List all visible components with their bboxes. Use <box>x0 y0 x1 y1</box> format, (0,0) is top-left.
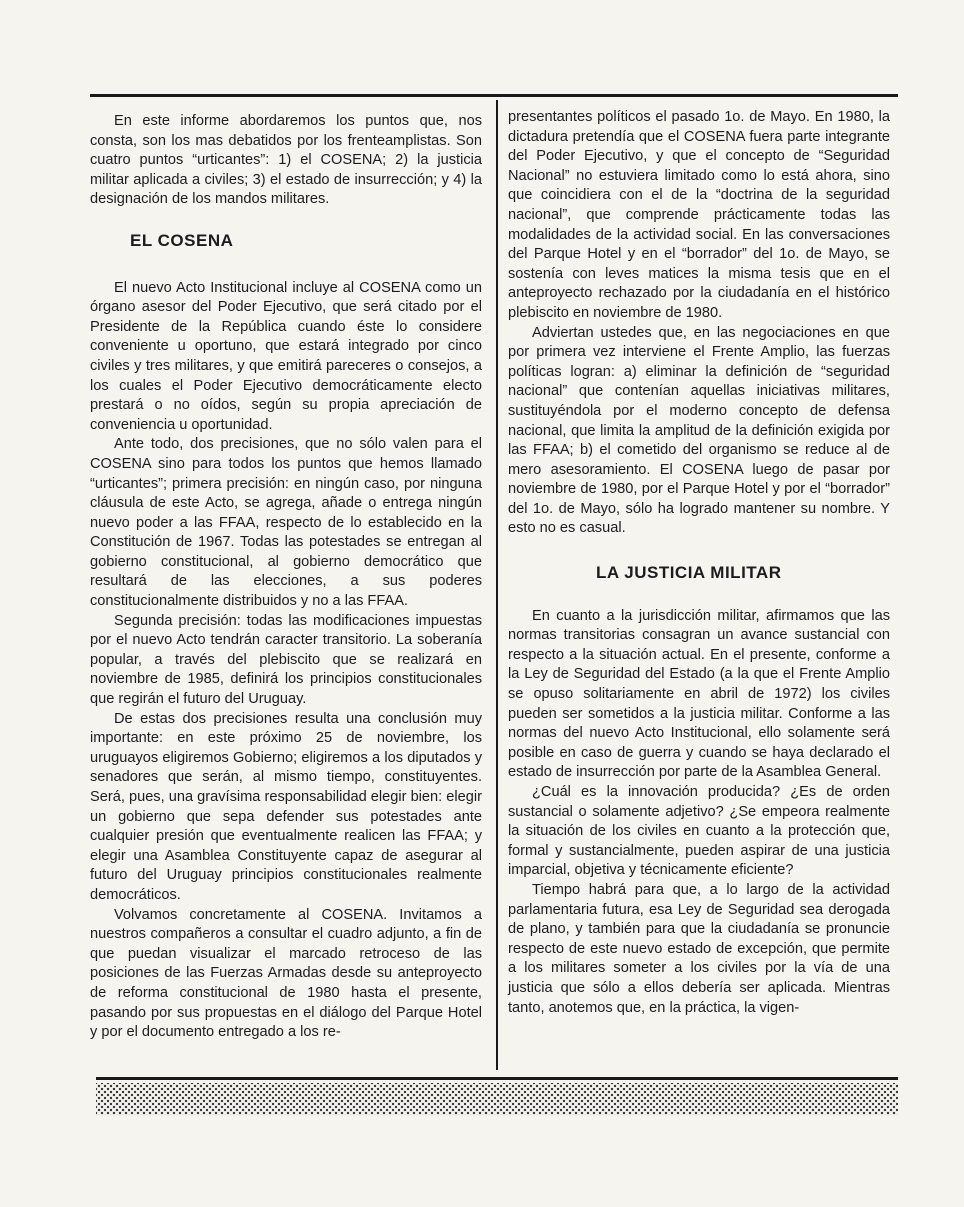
top-rule <box>90 94 898 97</box>
continuation-paragraph: presentantes políticos el pasado 1o. de Mayo. En 1980, la dictadura pretendía que el COSENA fuera parte integrante del Poder Ejecutivo, y que el concepto de “Seguridad Nacional” no estuviera limitado como lo está ahora, sino que coincidiera con el de la “doctrina de la seguridad nacional”, que comprende prácticamente todas las modalidades de la actividad social. En las conversaciones del Parque Hotel y en el “borrador” del 1o. de Mayo, se sostenía con leves matices la misma tesis que en el anteproyecto rechazado por la ciudadanía en el histórico plebiscito en noviembre de 1980. <box>508 109 890 321</box>
paragraph: Adviertan ustedes que, en las negociaciones en que por primera vez interviene el Frente Amplio, las fuerzas políticas logran: a) eliminar la definición de “seguridad nacional” que contenían aquellas iniciativas militares, sustituyéndola por el moderno concepto de defensa nacional, que limita la amplitud de la definición exigida por las FFAA; b) el cometido del organismo se reduce al de mero asesoramiento. El COSENA luego de pasar por noviembre de 1980, por el Parque Hotel y por el “borrador” del 1o. de Mayo, sólo ha logrado mantener su nombre. Y esto no es casual. <box>508 324 890 537</box>
right-column <box>508 108 890 1018</box>
column-divider <box>496 100 498 1070</box>
paragraph: El nuevo Acto Institucional incluye al COSENA como un órgano asesor del Poder Ejecutivo, que será citado por el Presidente de la República cuando éste lo considere conveniente u oportuno, que estará integrado por cinco civiles y tres militares, y que emitirá pareceres o consejos, a los cuales el Poder Ejecutivo democráticamente electo prestará o no oídos, según su propia apreciación de conveniencia u oportunidad. <box>90 279 482 433</box>
bottom-rule <box>96 1077 898 1080</box>
paragraph: ¿Cuál es la innovación producida? ¿Es de orden sustancial o solamente adjetivo? ¿Se empeora realmente la situación de los civiles en cuanto a la protección que, formal y sustancialmente, pueden aspirar de una justicia imparcial, objetiva y técnicamente eficiente? <box>508 784 890 879</box>
heading-el-cosena: EL COSENA <box>130 230 234 250</box>
paragraph: Segunda precisión: todas las modificaciones impuestas por el nuevo Acto tendrán caracter transitorio. La soberanía popular, a través del plebiscito que se realizará en noviembre de 1985, definirá los principios constitucionales que regirán el futuro del Uruguay. <box>90 612 482 708</box>
paragraph: Volvamos concretamente al COSENA. Invitamos a nuestros compañeros a consultar el cuadro adjunto, a fin de que puedan visualizar el marcado retroceso de las posiciones de las Fuerzas Armadas desde su anteproyecto de reforma constitucional de 1980 hasta el presente, pasando por sus propuestas en el diálogo del Parque Hotel y por el documento entregado a los re- <box>90 906 482 1041</box>
left-column <box>90 112 482 1043</box>
paragraph: De estas dos precisiones resulta una conclusión muy importante: en este próximo 25 de noviembre, los uruguayos eligiremos Gobierno; eligiremos a los diputados y senadores que serán, al mismo tiempo, constituyentes. Será, pues, una gravísima responsabilidad elegir bien: elegir un gobierno que sepa defender sus potestades ante cualquier presión que eventualmente realicen las FFAA; y elegir una Asamblea Constituyente capaz de asegurar al futuro del Uruguay principios constitucionales realmente democráticos. <box>90 710 482 903</box>
paragraph: En cuanto a la jurisdicción militar, afirmamos que las normas transitorias consagran un avance sustancial con respecto a la situación actual. En el presente, conforme a la Ley de Seguridad del Estado (a la que el Frente Amplio se opuso solitariamente en abril de 1972) los civiles pueden ser sometidos a la justicia militar. Conforme a las normas del nuevo Acto Institucional, ello solamente será posible en caso de guerra y cuando se haya declarado el estado de insurrección por parte de la Asamblea General. <box>508 607 890 781</box>
halftone-band <box>96 1083 898 1115</box>
intro-block <box>90 112 482 210</box>
paragraph: Ante todo, dos precisiones, que no sólo valen para el COSENA sino para todos los puntos que hemos llamado “urticantes”; primera precisión: en ningún caso, por ninguna cláusula de este Acto, se agrega, añade o entrega ningún nuevo poder a las FFAA, respecto de lo establecido en la Constitución de 1967. Todas las potestades se entregan al gobierno constitucional, al gobierno democrático que resultará de las elecciones, a sus poderes constitucionalmente distribuidos y no a las FFAA. <box>90 436 482 610</box>
heading-la-justicia-militar: LA JUSTICIA MILITAR <box>596 563 782 583</box>
paragraph: Tiempo habrá para que, a lo largo de la actividad parlamentaria futura, esa Ley de Seguridad sea derogada de plano, y también para que la ciudadanía se pronuncie respecto de este nuevo estado de excepción, que permite a los militares someter a los civiles por la vía de una justicia que sólo a ellos debería ser aplicada. Mientras tanto, anotemos que, en la práctica, la vigen- <box>508 881 890 1016</box>
intro-paragraph: En este informe abordaremos los puntos que, nos consta, son los mas debatidos por los frenteamplistas. Son cuatro puntos “urticantes”: 1) el COSENA; 2) la justicia militar aplicada a civiles; 3) el estado de insurrección; y 4) la designación de los mandos militares. <box>90 113 482 208</box>
